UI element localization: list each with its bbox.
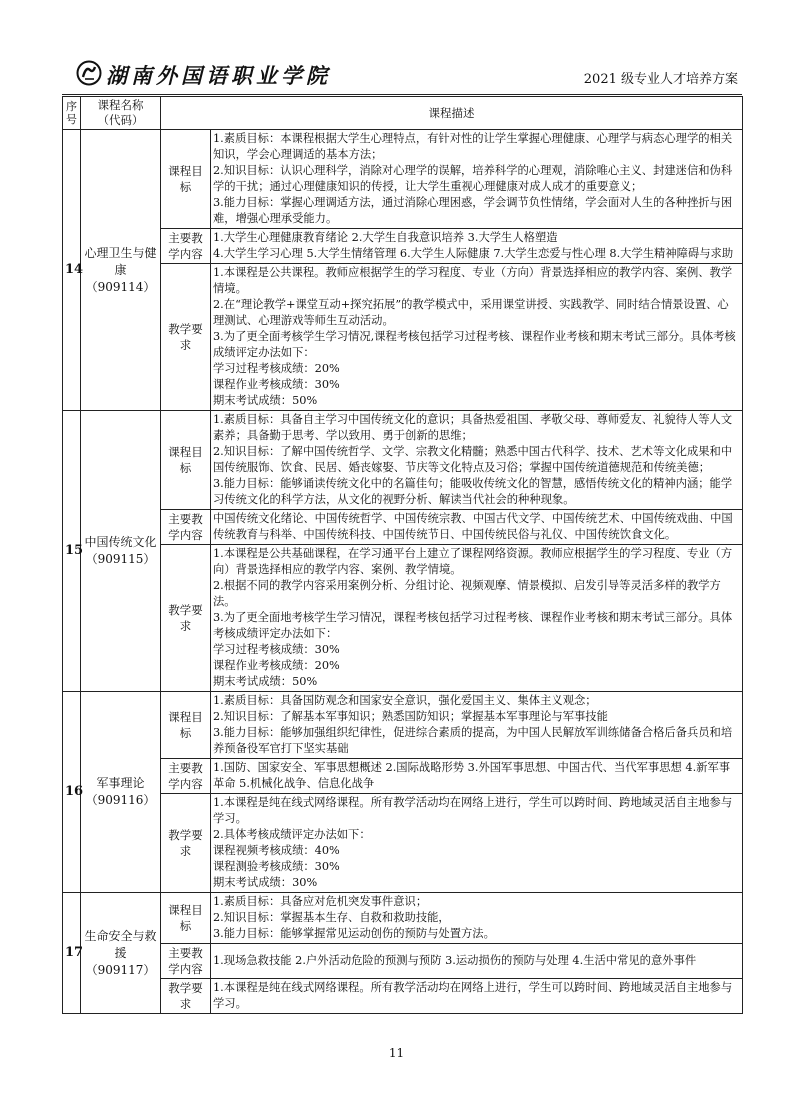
course-name: 中国传统文化（909115） <box>84 535 157 566</box>
course-name-cell <box>81 893 161 1014</box>
page-header <box>62 58 742 95</box>
row-description <box>211 759 743 794</box>
school-name: 湖南外国语职业学院 <box>106 63 331 88</box>
header-name-line1: 课程名称 <box>97 98 144 112</box>
course-code: （909116） <box>85 793 156 807</box>
description-line: 学习过程考核成绩：30% <box>213 643 340 656</box>
row-category: 课程目标 <box>161 411 211 510</box>
course-number: 16 <box>63 692 81 893</box>
row-category: 教学要求 <box>161 979 211 1014</box>
row-category: 主要教学内容 <box>161 944 211 979</box>
course-number: 14 <box>63 130 81 411</box>
description-line: 1.素质目标：具备国防观念和国家安全意识，强化爱国主义、集体主义观念； <box>213 694 597 707</box>
row-category: 课程目标 <box>161 692 211 759</box>
course-name-cell <box>81 692 161 893</box>
table-row <box>63 229 743 264</box>
description-line: 学习过程考核成绩：20% <box>213 362 340 375</box>
row-category: 主要教学内容 <box>161 229 211 264</box>
table-row <box>63 411 743 510</box>
row-description <box>211 692 743 759</box>
row-description <box>211 893 743 944</box>
row-category: 课程目标 <box>161 893 211 944</box>
table-row <box>63 130 743 229</box>
table-row <box>63 692 743 759</box>
description-line: 中国传统文化绪论、中国传统哲学、中国传统宗教、中国古代文学、中国传统艺术、中国传统戏曲、中国传统教育与科举、中国传统科技、中国传统节日、中国传统民俗与礼仪、中国传统饮食文化。 <box>213 512 733 541</box>
description-line: 1.本课程是公共课程。教师应根据学生的学习程度、专业（方向）背景选择相应的教学内容、案例、教学情境。 <box>213 266 733 295</box>
description-line: 3.能力目标：能够加强组织纪律性，促进综合素质的提高，为中国人民解放军训练储备合格后备兵员和培养预备役军官打下坚实基础 <box>213 726 733 755</box>
description-line: 1.本课程是纯在线式网络课程。所有教学活动均在网络上进行，学生可以跨时间、跨地域灵活自主地参与学习。 <box>213 981 733 1010</box>
description-line: 1.素质目标：本课程根据大学生心理特点，有针对性的让学生掌握心理健康、心理学与病态心理学的相关知识，学会心理调适的基本方法； <box>213 132 733 161</box>
description-line: 期末考试成绩：50% <box>213 675 318 688</box>
description-line: 2.根据不同的教学内容采用案例分析、分组讨论、视频观摩、情景模拟、启发引导等灵活多样的教学方法。 <box>213 579 721 608</box>
description-line: 2.具体考核成绩评定办法如下： <box>213 828 371 841</box>
row-description <box>211 229 743 264</box>
table-row <box>63 979 743 1014</box>
row-category: 教学要求 <box>161 545 211 692</box>
course-code: （909117） <box>85 962 156 977</box>
description-line: 1.本课程是纯在线式网络课程。所有教学活动均在网络上进行，学生可以跨时间、跨地域灵活自主地参与学习。 <box>213 796 733 825</box>
row-category: 教学要求 <box>161 794 211 893</box>
course-name: 心理卫生与健康 <box>84 245 157 277</box>
row-category: 主要教学内容 <box>161 759 211 794</box>
table-row <box>63 893 743 944</box>
description-line: 课程作业考核成绩：30% <box>213 378 340 391</box>
course-code: （909114） <box>85 279 156 294</box>
header-desc: 课程描述 <box>161 97 743 130</box>
description-line: 1.素质目标：具备自主学习中国传统文化的意识；具备热爱祖国、孝敬父母、尊师爱友、礼貌待人等人文素养；具备勤于思考、学以致用、勇于创新的思维； <box>213 413 733 442</box>
description-line: 课程视频考核成绩：40% <box>213 844 340 857</box>
course-name: 军事理论 <box>96 776 145 790</box>
description-line: 3.能力目标：能够诵读传统文化中的名篇佳句；能吸收传统文化的智慧，感悟传统文化的精神内涵；能学习传统文化的科学方法，从文化的视野分析、解读当代社会的种种现象。 <box>213 477 733 506</box>
course-name: 生命安全与救援 <box>84 928 157 960</box>
page-number: 11 <box>388 1046 405 1060</box>
header-name <box>81 97 161 130</box>
header-no: 序号 <box>63 97 81 130</box>
row-description <box>211 944 743 979</box>
row-description <box>211 979 743 1014</box>
row-description <box>211 130 743 229</box>
description-line: 2.知识目标：了解基本军事知识；熟悉国防知识；掌握基本军事理论与军事技能 <box>213 710 608 723</box>
table-row <box>63 759 743 794</box>
description-line: 1.大学生心理健康教育绪论 2.大学生自我意识培养 3.大学生人格塑造 <box>213 231 558 244</box>
description-line: 1.本课程是公共基础课程，在学习通平台上建立了课程网络资源。教师应根据学生的学习程度、专业（方向）背景选择相应的教学内容、案例、教学情境。 <box>213 547 733 576</box>
description-line: 3.能力目标：能够掌握常见运动创伤的预防与处置方法。 <box>213 927 495 940</box>
description-line: 期末考试成绩：50% <box>213 394 318 407</box>
row-description <box>211 545 743 692</box>
table-row <box>63 944 743 979</box>
description-line: 4.大学生学习心理 5.大学生情绪管理 6.大学生人际健康 7.大学生恋爱与性心理 8.大学生精神障碍与求助 <box>213 247 734 260</box>
school-logo-icon <box>76 60 102 86</box>
table-row <box>63 264 743 411</box>
description-line: 1.国防、国家安全、军事思想概述 2.国际战略形势 3.外国军事思想、中国古代、当代军事思想 4.新军事革命 5.机械化战争、信息化战争 <box>213 761 731 790</box>
course-name-cell <box>81 411 161 692</box>
row-category: 主要教学内容 <box>161 510 211 545</box>
plan-title: 2021 级专业人才培养方案 <box>583 72 738 87</box>
header-name-line2: （代码） <box>97 113 144 127</box>
description-line: 3.为了更全面地考核学生学习情况，课程考核包括学习过程考核、课程作业考核和期末考试三部分。具体考核成绩评定办法如下： <box>213 611 733 640</box>
course-table <box>62 96 743 1014</box>
description-line: 2.在“理论教学+课堂互动+探究拓展”的教学模式中，采用课堂讲授、实践教学、同时结合情景设置、心理测试、心理游戏等师生互动活动。 <box>213 298 729 327</box>
description-line: 期末考试成绩：30% <box>213 876 318 889</box>
course-number: 15 <box>63 411 81 692</box>
row-category: 教学要求 <box>161 264 211 411</box>
table-header-row <box>63 97 743 130</box>
course-number: 17 <box>63 893 81 1014</box>
row-category: 课程目标 <box>161 130 211 229</box>
description-line: 3.为了更全面考核学生学习情况,课程考核包括学习过程考核、课程作业考核和期末考试三部分。具体考核成绩评定办法如下： <box>213 330 736 359</box>
row-description <box>211 264 743 411</box>
description-line: 2.知识目标：认识心理科学，消除对心理学的误解，培养科学的心理观，消除唯心主义、封建迷信和伪科学的干扰；通过心理健康知识的传授，让大学生重视心理健康对成人成才的重要意义； <box>213 164 733 193</box>
table-row <box>63 545 743 692</box>
row-description <box>211 411 743 510</box>
row-description <box>211 794 743 893</box>
description-line: 3.能力目标：掌握心理调适方法，通过消除心理困惑，学会调节负性情绪，学会面对人生的各种挫折与困难，增强心理承受能力。 <box>213 196 733 225</box>
description-line: 2.知识目标：了解中国传统哲学、文学、宗教文化精髓；熟悉中国古代科学、技术、艺术等文化成果和中国传统服饰、饮食、民居、婚丧嫁娶、节庆等文化特点及习俗；掌握中国传统道德规范和传统美德； <box>213 445 733 474</box>
row-description <box>211 510 743 545</box>
description-line: 1.素质目标：具备应对危机突发事件意识； <box>213 895 428 908</box>
course-name-cell <box>81 130 161 411</box>
description-line: 1.现场急救技能 2.户外活动危险的预测与预防 3.运动损伤的预防与处理 4.生活中常见的意外事件 <box>213 954 697 967</box>
table-row <box>63 510 743 545</box>
table-row <box>63 794 743 893</box>
description-line: 课程作业考核成绩：20% <box>213 659 340 672</box>
description-line: 课程测验考核成绩：30% <box>213 860 340 873</box>
course-table-body <box>63 130 743 1014</box>
description-line: 2.知识目标：掌握基本生存、自救和救助技能， <box>213 911 450 924</box>
